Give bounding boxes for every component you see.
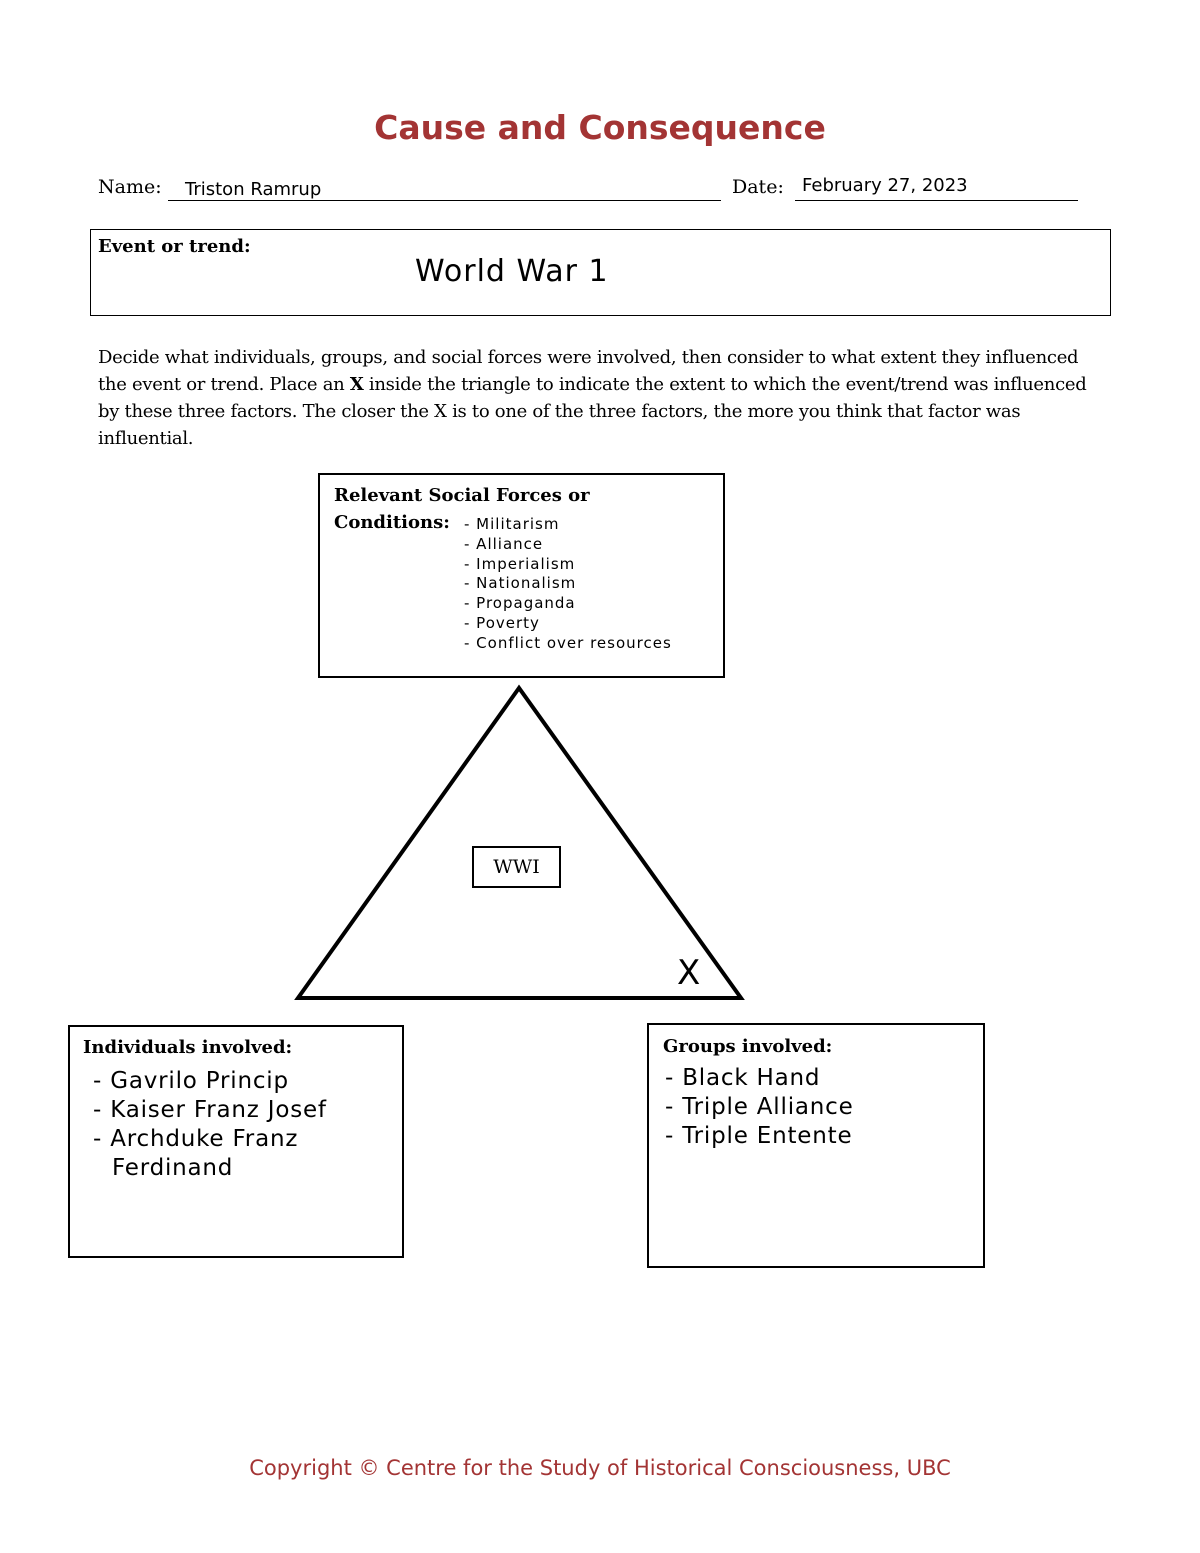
individuals-box: [68, 1025, 404, 1258]
date-value[interactable]: February 27, 2023: [802, 175, 968, 196]
list-item: - Imperialism: [464, 554, 576, 573]
list-item: - Black Hand: [665, 1065, 821, 1091]
groups-label: Groups involved:: [663, 1036, 833, 1057]
social-forces-label-line1: Relevant Social Forces or: [334, 485, 590, 506]
social-forces-label-line2: Conditions:: [334, 512, 450, 533]
list-item: - Triple Alliance: [665, 1094, 854, 1120]
list-item: - Gavrilo Princip: [93, 1068, 289, 1094]
individuals-label: Individuals involved:: [83, 1037, 293, 1058]
name-value[interactable]: Triston Ramrup: [185, 179, 322, 200]
triangle-shape: [298, 688, 741, 998]
center-label-box: [472, 846, 561, 888]
event-label: Event or trend:: [98, 236, 251, 257]
groups-box: [647, 1023, 985, 1268]
list-item: - Triple Entente: [665, 1123, 853, 1149]
list-item: - Poverty: [464, 613, 540, 632]
list-item: - Kaiser Franz Josef: [93, 1097, 327, 1123]
date-label: Date:: [732, 176, 784, 198]
name-label: Name:: [98, 176, 162, 198]
instructions-part1: Decide what individuals, groups, and social forces were involved, then consider to what extent they influenced the event or trend. Place an: [98, 347, 1079, 395]
list-item: - Militarism: [464, 515, 560, 533]
groups-list: [656, 1064, 976, 1151]
list-item: - Nationalism: [464, 574, 577, 593]
list-item: - Propaganda: [464, 594, 576, 613]
instructions-bold-x: X: [349, 374, 364, 395]
list-item: - Conflict over resources: [464, 633, 672, 652]
list-item: - Archduke Franz Ferdinand: [93, 1126, 299, 1181]
influence-marker[interactable]: X: [677, 953, 701, 993]
instructions-part2: inside the triangle to indicate the extent to which the event/trend was influenced by these three factors. The closer the X is to one of the three factors, the more you think that factor was influential.: [98, 374, 1087, 449]
event-value[interactable]: World War 1: [415, 254, 609, 289]
copyright-footer: Copyright © Centre for the Study of Historical Consciousness, UBC: [249, 1456, 951, 1480]
page-title: Cause and Consequence: [374, 108, 826, 147]
list-item: - Alliance: [464, 534, 544, 553]
center-label: WWI: [493, 856, 540, 878]
individuals-list: [84, 1067, 389, 1183]
